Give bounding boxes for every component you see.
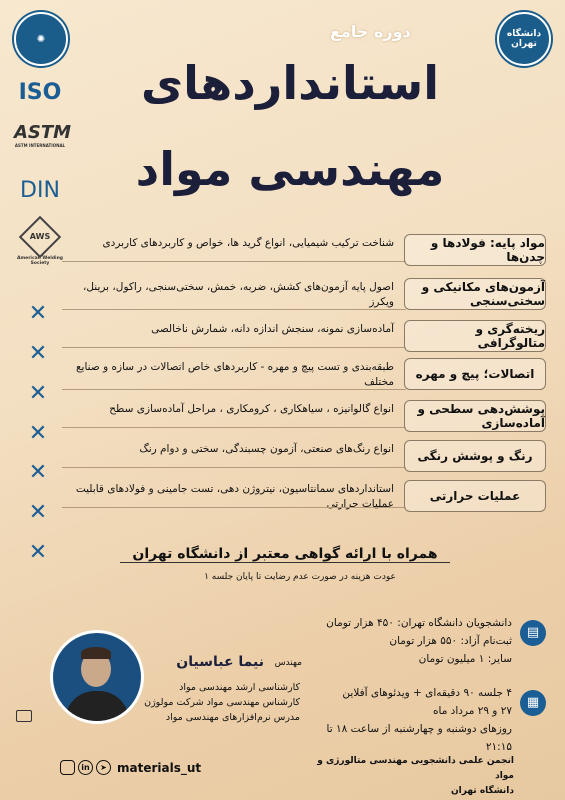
topic-title: پوشش‌دهی سطحی و آماده‌سازی: [404, 400, 546, 432]
price-item: سایر: ۱ میلیون تومان: [418, 653, 512, 665]
organizer: [300, 754, 514, 799]
seal-left-icon: ✺: [36, 33, 46, 45]
handle-text: materials_ut: [117, 760, 202, 775]
x-mark-icon: ✕: [28, 341, 48, 366]
x-mark-icon: ✕: [28, 500, 48, 525]
topic-row: [62, 358, 546, 394]
topic-title: رنگ و پوشش رنگی: [404, 440, 546, 472]
instructor-photo: [50, 630, 144, 724]
topic-title: اتصالات؛ پیچ و مهره: [404, 358, 546, 390]
x-mark-icon: ✕: [28, 381, 48, 406]
topic-desc: اصول پایه آزمون‌های کشش، ضربه، خمش، سختی‌سنجی، راکول، برینل، ویکرز: [82, 281, 394, 308]
title-line1: استانداردهای: [140, 56, 440, 110]
certificate-headline: همراه با ارائه گواهی معتبر از دانشگاه تهران: [120, 546, 450, 563]
topic-title: آزمون‌های مکانیکی و سختی‌سنجی: [404, 278, 546, 310]
topic-title: مواد پایه: فولادها و چدن‌ها: [404, 234, 546, 266]
topic-desc: استانداردهای سمانتاسیون، نیتروژن دهی، تست جامینی و فولادهای قابلیت عملیات حرارتی: [75, 483, 394, 510]
x-mark-icon: ✕: [28, 460, 48, 485]
topic-row: [62, 320, 546, 352]
instructor-prefix: مهندس: [274, 658, 302, 668]
ut-logo-text: دانشگاه تهران: [506, 29, 542, 49]
ut-logo-right: [497, 12, 551, 66]
wallet-icon: ▤: [520, 620, 546, 646]
schedule-item: ۴ جلسه ۹۰ دقیقه‌ای + ویدئوهای آفلاین: [342, 687, 512, 699]
topic-row: [62, 480, 546, 512]
title-line2: مهندسی مواد: [135, 142, 445, 196]
price-list: [300, 614, 512, 668]
calendar-icon: ▦: [520, 690, 546, 716]
instructor-bullet: کارشناس مهندسی مواد شرکت مولوژن: [144, 697, 300, 708]
aws-logo: AWS American Welding Society: [10, 222, 70, 266]
course-label: دوره جامع: [330, 22, 411, 41]
x-mark-icon: ✕: [28, 540, 48, 565]
instagram-icon: [60, 760, 75, 775]
x-mark-icon: ✕: [28, 301, 48, 326]
telegram-icon: ➤: [96, 760, 111, 775]
instructor-name: نیما عباسیان: [176, 654, 264, 670]
din-logo: DIN: [20, 178, 60, 203]
ut-seal-left: [14, 12, 68, 66]
topic-row: [62, 400, 546, 432]
schedule-list: [300, 684, 512, 756]
instructor-bullets: [140, 680, 300, 725]
org-line2: دانشگاه تهران: [451, 786, 514, 796]
instructor-bullet: کارشناسی ارشد مهندسی مواد: [179, 682, 300, 693]
instructor-bullet: مدرس نرم‌افزارهای مهندسی مواد: [165, 712, 300, 723]
topic-title: ریخته‌گری و متالوگرافی: [404, 320, 546, 352]
price-item: دانشجویان دانشگاه تهران: ۴۵۰ هزار تومان: [326, 617, 512, 629]
topic-row: [62, 278, 546, 314]
topic-row: [62, 440, 546, 472]
topic-desc: طبقه‌بندی و تست پیچ و مهره - کاربردهای خاص اتصالات در سازه و صنایع مختلف: [75, 361, 394, 388]
topic-desc: انواع گالوانیزه ، سیاهکاری ، کرومکاری ، مراحل آماده‌سازی سطح: [109, 403, 394, 415]
astm-logo: ASTM ASTM INTERNATIONAL: [14, 122, 72, 148]
x-mark-icon: ✕: [28, 421, 48, 446]
topic-title: عملیات حرارتی: [404, 480, 546, 512]
iso-logo: ISO: [18, 80, 62, 105]
linkedin-icon: in: [78, 760, 93, 775]
topic-desc: انواع رنگ‌های صنعتی، آزمون چسبندگی، سختی و دوام رنگ: [139, 443, 394, 455]
topic-desc: شناخت ترکیب شیمیایی، انواع گرید ها، خواص و کاربردهای کاربردی: [102, 237, 394, 249]
laptop-icon: [16, 710, 32, 722]
price-item: ثبت‌نام آزاد: ۵۵۰ هزار تومان: [389, 635, 512, 647]
schedule-item: ۲۷ و ۲۹ مرداد ماه: [433, 705, 512, 717]
org-line1: انجمن علمی دانشجویی مهندسی متالورژی و مواد: [317, 756, 514, 781]
schedule-item: روزهای دوشنبه و چهارشنبه از ساعت ۱۸ تا ۲۱:۱۵: [326, 723, 512, 753]
social-handle[interactable]: [60, 760, 201, 775]
topic-row: [62, 234, 546, 266]
topic-desc: آماده‌سازی نمونه، سنجش اندازه دانه، شمارش ناخالصی: [151, 323, 394, 335]
refund-note: عودت هزینه در صورت عدم رضایت تا پایان جلسه ۱: [204, 572, 396, 582]
